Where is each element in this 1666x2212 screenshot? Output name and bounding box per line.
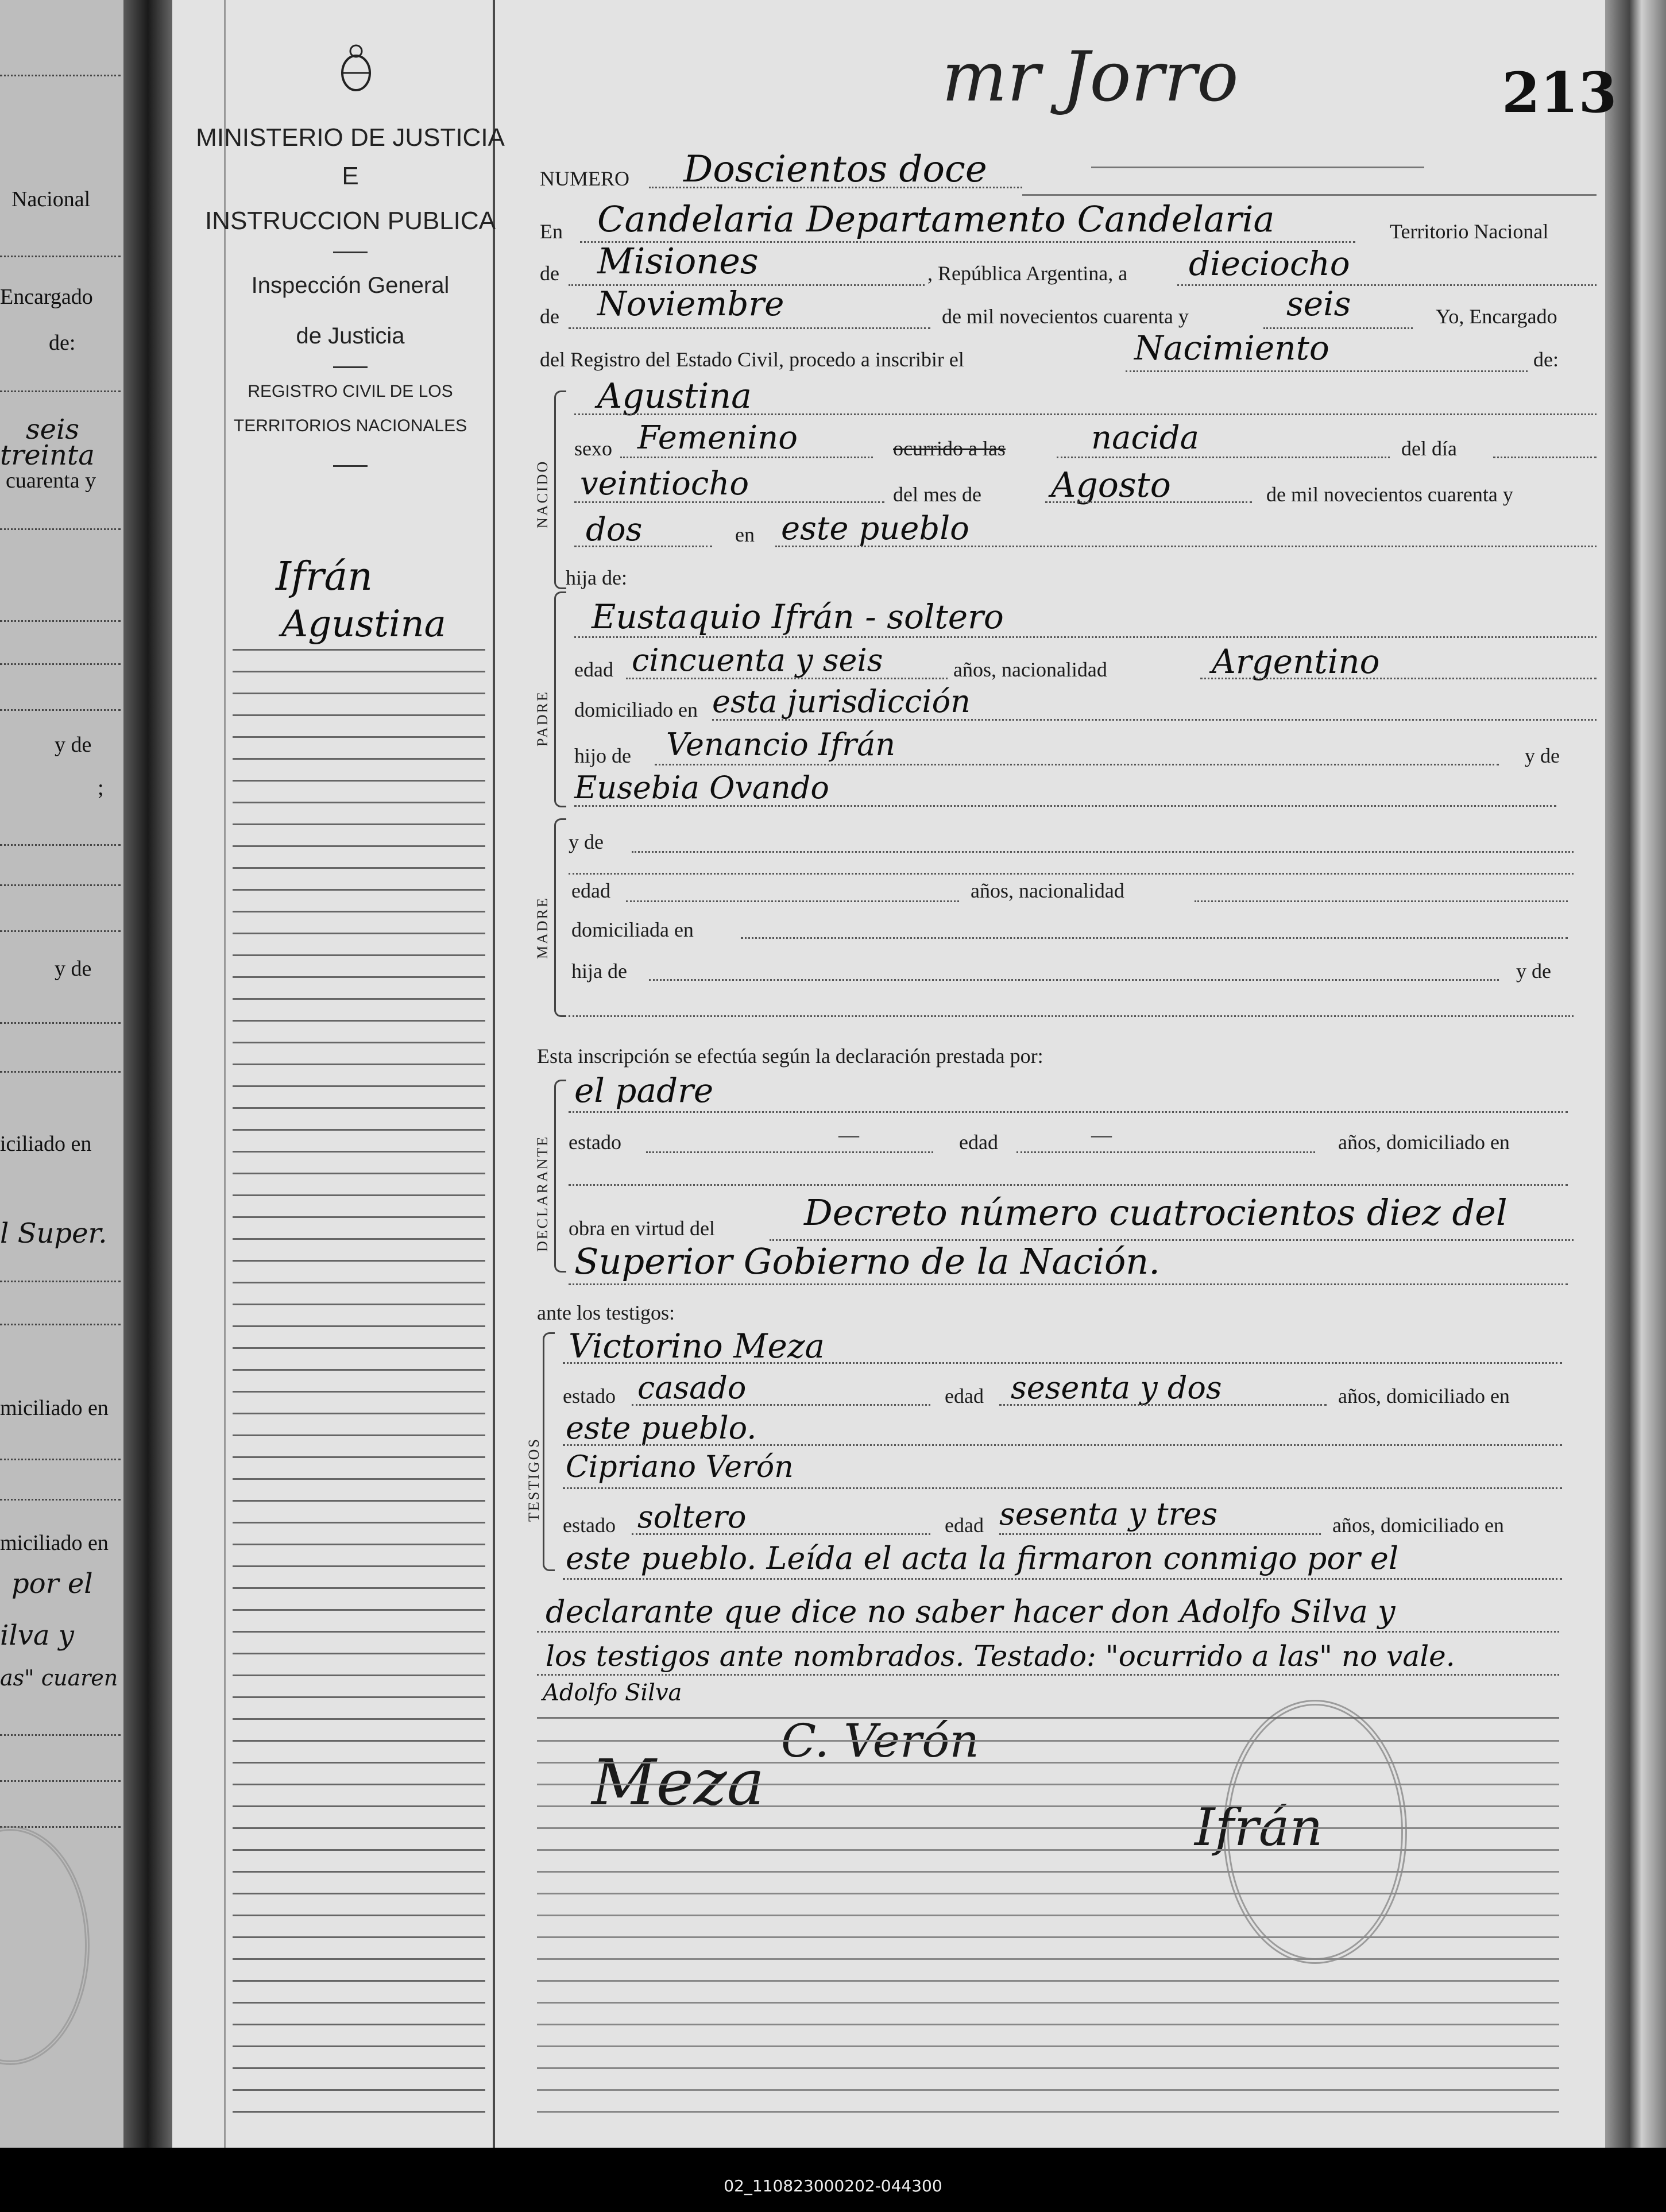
madre-hija-label: hija de	[571, 960, 627, 983]
madre-y-de-label: y de	[569, 830, 604, 853]
page-edges	[1605, 0, 1666, 2148]
domicilio-label: domiciliado en	[574, 698, 698, 721]
ruled-line	[233, 1260, 485, 1262]
nacido-anio: dos	[586, 511, 643, 548]
testigo-1-estado-label: estado	[563, 1385, 616, 1407]
ruled-line	[233, 845, 485, 847]
prev-fragment: ilva y	[0, 1619, 74, 1652]
prev-fragment: Nacional	[11, 187, 91, 211]
padre-domicilio: esta jurisdicción	[712, 683, 971, 720]
en-label: En	[540, 220, 563, 243]
closing-line-2: los testigos ante nombrados. Testado: "ocurrido a las" no vale.	[546, 1639, 1455, 1673]
testigos-label: ante los testigos:	[537, 1301, 675, 1324]
numero-label: NUMERO	[540, 167, 630, 190]
y-de-label: y de	[1525, 744, 1560, 767]
ruled-line	[233, 1653, 485, 1654]
ruled-line	[233, 1980, 485, 1982]
sexo-value: Femenino	[637, 419, 798, 457]
prev-fragment: iciliado en	[0, 1132, 92, 1156]
ruled-line	[233, 1107, 485, 1109]
ruled-line	[233, 1522, 485, 1523]
ruled-line	[233, 1042, 485, 1043]
madre-anios-label: años, nacionalidad	[971, 879, 1124, 902]
margin-given-name: Agustina	[281, 603, 446, 645]
ruled-line	[233, 1173, 485, 1174]
inspeccion-line-1: Inspección General	[251, 273, 450, 298]
ministry-e: E	[342, 162, 359, 190]
ruled-line	[537, 2089, 1559, 2091]
padre-nombre: Eustaquio Ifrán - soltero	[592, 597, 1004, 636]
en-label: en	[735, 523, 755, 546]
book-gutter	[123, 0, 178, 2148]
ruled-line	[233, 714, 485, 716]
ruled-line	[233, 2045, 485, 2047]
mil-label: de mil novecientos cuarenta y	[942, 305, 1189, 328]
ruled-line	[233, 1064, 485, 1065]
nacido-dia: veintiocho	[580, 465, 749, 502]
ruled-line	[233, 802, 485, 803]
ruled-line	[233, 1478, 485, 1480]
mil-label: de mil novecientos cuarenta y	[1266, 483, 1513, 506]
ruled-line	[233, 1718, 485, 1720]
ruled-line	[537, 1936, 1559, 1938]
margin-surname: Ifrán	[276, 554, 373, 600]
de-colon-label: de:	[1533, 348, 1559, 371]
prev-fragment: l Super.	[0, 1217, 107, 1250]
padre-nacionalidad: Argentino	[1212, 642, 1380, 681]
ruled-line	[233, 1696, 485, 1698]
testigo-2-estado-label: estado	[563, 1514, 616, 1537]
provincia-value: Misiones	[597, 240, 759, 282]
ruled-line	[233, 1827, 485, 1829]
ruled-line	[233, 1369, 485, 1371]
coat-of-arms-icon	[339, 43, 373, 95]
ruled-line	[233, 1151, 485, 1153]
ruled-line	[233, 1871, 485, 1873]
prev-fragment: por el	[11, 1568, 93, 1600]
ruled-line	[233, 1762, 485, 1764]
prev-fragment: ;	[98, 776, 104, 800]
closing-line-1: declarante que dice no saber hacer don Adolfo Silva y	[546, 1594, 1396, 1630]
ruled-line	[233, 2111, 485, 2113]
ruled-line	[537, 1958, 1559, 1960]
testigo-2-edad-label: edad	[945, 1514, 984, 1537]
ruled-line	[537, 1915, 1559, 1916]
seal-stamp	[0, 1826, 90, 2065]
ruled-line	[537, 2111, 1559, 2113]
numero-value: Doscientos doce	[683, 148, 987, 191]
declarante-nombre: el padre	[574, 1071, 714, 1110]
top-signature: mr Jorro	[942, 37, 1239, 117]
closing-line-3: Adolfo Silva	[543, 1680, 682, 1706]
ruled-line	[537, 1893, 1559, 1894]
del-dia-label: del día	[1401, 437, 1457, 460]
dia-value: dieciocho	[1189, 244, 1350, 283]
ruled-line	[233, 1544, 485, 1545]
nacido-nombre: Agustina	[597, 376, 752, 416]
padre-section-label: PADRE	[534, 690, 551, 747]
ruled-line	[233, 1805, 485, 1807]
ruled-line	[537, 1871, 1559, 1873]
mes-label: del mes de	[893, 483, 981, 506]
nacida-value: nacida	[1091, 419, 1199, 457]
prev-fragment: miciliado en	[0, 1396, 109, 1420]
ruled-line	[233, 1849, 485, 1851]
testigo-2-anios-label: años, domiciliado en	[1332, 1514, 1504, 1537]
ruled-line	[233, 1129, 485, 1131]
declarante-estado: —	[838, 1123, 859, 1146]
margin-line	[224, 0, 226, 2148]
testigo-1-edad-label: edad	[945, 1385, 984, 1407]
prev-fragment: as" cuaren	[0, 1665, 118, 1691]
ruled-line	[233, 2089, 485, 2091]
ruled-line	[233, 1740, 485, 1742]
mes-value: Noviembre	[597, 284, 784, 323]
ruled-line	[233, 911, 485, 912]
inspeccion-line-2: de Justicia	[296, 323, 405, 349]
image-caption: 02_110823000202-044300	[724, 2176, 942, 2195]
ruled-line	[233, 1325, 485, 1327]
signature-veron: C. Verón	[781, 1714, 979, 1768]
de-label: de	[540, 305, 559, 328]
ruled-line	[233, 1391, 485, 1393]
ruled-line	[233, 867, 485, 869]
ruled-line	[233, 933, 485, 934]
prev-fragment: y de	[55, 733, 92, 757]
ruled-line	[233, 1282, 485, 1283]
testigo-1-edad: sesenta y dos	[1011, 1370, 1222, 1406]
obra-label: obra en virtud del	[569, 1217, 715, 1240]
ruled-line	[537, 2067, 1559, 2069]
ruled-line	[233, 1609, 485, 1611]
ruled-line	[233, 693, 485, 694]
prev-fragment: y de	[55, 957, 92, 981]
declarante-edad: —	[1091, 1123, 1112, 1146]
ruled-line	[233, 1784, 485, 1785]
ministry-title: MINISTERIO DE JUSTICIA	[196, 123, 505, 152]
registro-label: del Registro del Estado Civil, procedo a inscribir el	[540, 348, 964, 371]
ruled-line	[537, 2024, 1559, 2025]
testigo-1-anios-label: años, domiciliado en	[1338, 1385, 1510, 1407]
abuelo-value: Venancio Ifrán	[666, 726, 896, 763]
prev-fragment: seis	[26, 413, 80, 446]
ruled-line	[537, 1784, 1559, 1785]
nacido-lugar: este pueblo	[781, 510, 969, 547]
ruled-line	[233, 976, 485, 978]
testigo-2-estado: soltero	[637, 1499, 747, 1535]
ruled-line	[537, 1827, 1559, 1829]
prev-fragment: treinta	[0, 439, 95, 471]
ruled-line	[233, 1915, 485, 1916]
ruled-line	[233, 1304, 485, 1305]
ruled-line	[233, 1434, 485, 1436]
ruled-line	[537, 1762, 1559, 1764]
testigo-1-estado: casado	[637, 1370, 747, 1406]
testigo-2-edad: sesenta y tres	[999, 1496, 1218, 1532]
ruled-line	[233, 1936, 485, 1938]
ruled-line	[233, 1085, 485, 1087]
de-label: de	[540, 262, 559, 285]
ruled-line	[233, 889, 485, 891]
madre-y-de-2-label: y de	[1516, 960, 1551, 983]
column-divider	[493, 0, 495, 2148]
testigo-2-domicilio: este pueblo. Leída el acta la firmaron conmigo por el	[566, 1540, 1399, 1576]
page-number: 213	[1502, 60, 1617, 125]
ruled-line	[233, 780, 485, 782]
territorio-label: Territorio Nacional	[1390, 220, 1549, 243]
prev-fragment: cuarenta y	[6, 469, 96, 493]
madre-section-label: MADRE	[534, 896, 551, 959]
ruled-line	[233, 1958, 485, 1960]
register-page	[172, 0, 1642, 2148]
testigos-section-label: TESTIGOS	[525, 1437, 542, 1522]
tipo-value: Nacimiento	[1134, 328, 1329, 368]
ruled-line	[233, 998, 485, 1000]
madre-edad-label: edad	[571, 879, 610, 902]
nacido-mes: Agosto	[1051, 465, 1171, 505]
ruled-line	[537, 2045, 1559, 2047]
ruled-line	[233, 1675, 485, 1676]
signature-ifran: Ifrán	[1195, 1797, 1323, 1858]
testigo-2-nombre: Cipriano Verón	[566, 1450, 794, 1484]
ruled-line	[233, 1565, 485, 1567]
ruled-line	[233, 1456, 485, 1458]
republica-label: , República Argentina, a	[927, 262, 1128, 285]
ruled-line	[233, 1216, 485, 1218]
ocurrido-label: ocurrido a las	[893, 437, 1006, 460]
previous-page-fragment	[0, 0, 123, 2148]
ruled-line	[233, 1238, 485, 1240]
ruled-line	[537, 1849, 1559, 1851]
hijo-de-label: hijo de	[574, 744, 631, 767]
obra-value-2: Superior Gobierno de la Nación.	[574, 1240, 1160, 1282]
ruled-line	[233, 1587, 485, 1589]
ruled-line	[233, 2067, 485, 2069]
anios-label: años, nacionalidad	[953, 658, 1107, 681]
declaracion-label: Esta inscripción se efectúa según la declaración prestada por:	[537, 1045, 1043, 1068]
ruled-line	[233, 736, 485, 738]
testigo-1-domicilio: este pueblo.	[566, 1410, 757, 1446]
obra-value: Decreto número cuatrocientos diez del	[804, 1192, 1507, 1233]
signature-meza: Meza	[592, 1746, 765, 1819]
prev-fragment: Encargado	[0, 285, 93, 309]
ruled-line	[233, 758, 485, 760]
registro-line-1: REGISTRO CIVIL DE LOS	[248, 382, 453, 401]
ruled-line	[537, 1980, 1559, 1982]
ruled-line	[233, 954, 485, 956]
ruled-line	[233, 1413, 485, 1414]
ruled-line	[233, 1893, 485, 1894]
declarante-estado-label: estado	[569, 1131, 621, 1154]
declarante-section-label: DECLARANTE	[534, 1135, 551, 1252]
nacido-section-label: NACIDO	[534, 459, 551, 528]
ruled-line	[537, 2002, 1559, 2004]
ruled-line	[233, 2024, 485, 2025]
ruled-line	[233, 1347, 485, 1349]
ruled-line	[537, 1740, 1559, 1742]
anio-value: seis	[1286, 284, 1351, 323]
declarante-anios-label: años, domiciliado en	[1338, 1131, 1510, 1154]
hija-label: hija de:	[566, 566, 627, 589]
prev-fragment: miciliado en	[0, 1531, 109, 1555]
ruled-line	[233, 823, 485, 825]
sexo-label: sexo	[574, 437, 612, 460]
ruled-line	[233, 649, 485, 651]
ruled-line	[233, 2002, 485, 2004]
en-value: Candelaria Departamento Candelaria	[597, 198, 1275, 240]
ruled-line	[233, 1631, 485, 1633]
declarante-edad-label: edad	[959, 1131, 998, 1154]
registro-line-2: TERRITORIOS NACIONALES	[233, 416, 467, 435]
testigo-1-nombre: Victorino Meza	[569, 1327, 825, 1366]
ministry-instruccion: INSTRUCCION PUBLICA	[204, 207, 496, 235]
ruled-line	[233, 1500, 485, 1502]
madre-domicilio-label: domiciliada en	[571, 918, 694, 941]
ruled-line	[537, 1805, 1559, 1807]
abuela-value: Eusebia Ovando	[574, 769, 829, 806]
ruled-line	[233, 1194, 485, 1196]
yo-label: Yo, Encargado	[1436, 305, 1557, 328]
edad-label: edad	[574, 658, 613, 681]
padre-edad: cincuenta y seis	[632, 642, 883, 678]
prev-fragment: de:	[49, 331, 76, 355]
ruled-line	[233, 671, 485, 672]
ruled-line	[233, 1020, 485, 1022]
